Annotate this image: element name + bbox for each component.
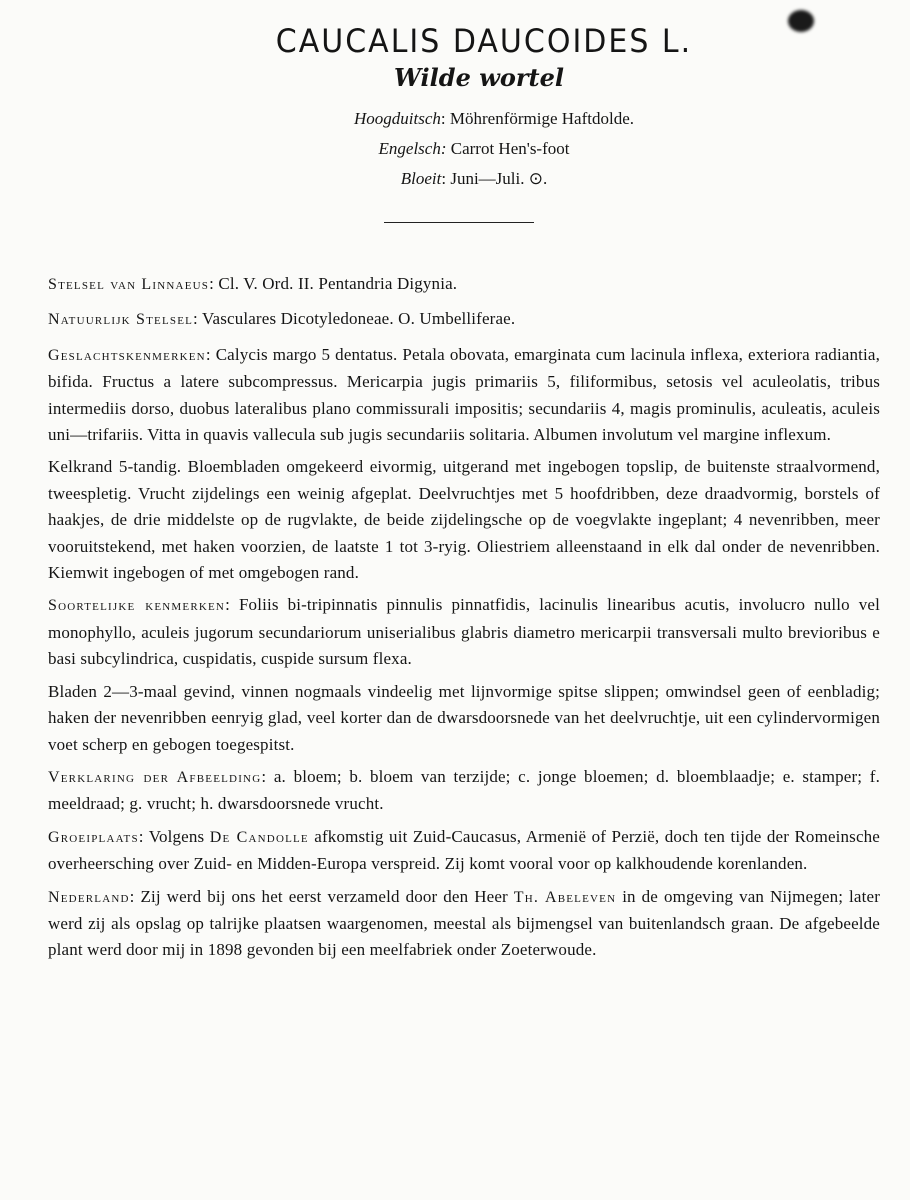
meta-engelsch-value: Carrot Hen's-foot: [450, 139, 570, 158]
text-soort: Foliis bi-tripinnatis pinnulis pinnatfidis, lacinulis linearibus acutis, involucro nullo vel monophyllo, aculeis jugorum secundariorum uniserialibus glabris diametro mericarpii transversali multo brevioribus e basi subcylindrica, cuspidatis, cuspide sursum flexa.: [48, 595, 881, 669]
page-subtitle: Wilde wortel: [394, 63, 564, 92]
meta-bloeit-value: Juni—Juli. ⊙.: [450, 169, 548, 188]
paragraph-kelkrand: Kelkrand 5-tandig. Bloembladen omgekeerd eivormig, uitgerand met ingebogen topslip, de buitenste straalvormend, tweespletig. Vrucht zijdelings een weinig afgeplat. Deelvruchtjes met 5 hoofdribben, deze draadvormig, borstels of haakjes, de drie middelste op de rugvlakte, de beide zijdelingsche op de voegvlakte ingeplant; 4 nevenribben, meer vooruitstekend, met haken voorzien, de laatste 1 tot 3-ryig. Oliestriem alleenstaand in elk dal onder de nevenribben. Kiemwit ingebogen of met omgebogen rand.: [48, 457, 880, 583]
paragraph-nederland: Nederland: Zij werd bij ons het eerst verzameld door den Heer Th. Abeleven in de omgeving van Nijmegen; later werd zij als opslag op talrijke plaatsen waargenomen, meestal als bijmengsel van buitenlandsch graan. De afgebeelde plant werd door mij in 1898 gevonden bij een meelfabriek onder Zoeterwoude.: [48, 886, 881, 960]
paragraph-soort: Soortelijke kenmerken: Foliis bi-tripinnatis pinnulis pinnatfidis, lacinulis linearibus acutis, involucro nullo vel monophyllo, aculeis jugorum secundariorum uniserialibus glabris diametro mericarpii transversali multo brevioribus e basi subcylindrica, cuspidatis, cuspide sursum flexa.: [48, 595, 881, 669]
label-natuurlijk: Natuurlijk Stelsel: [48, 311, 194, 329]
label-nederland: Nederland: [48, 888, 130, 906]
meta-hoogduitsch-value: Möhrenförmige Haftdolde.: [449, 109, 634, 128]
label-groeiplaats: Groeiplaats: [48, 828, 139, 846]
meta-block: [48, 104, 880, 194]
paragraph-verklaring: Verklaring der Afbeelding: a. bloem; b. bloem van terzijde; c. jonge bloemen; d. bloemblaadje; e. stamper; f. meeldraad; g. vrucht; h. dwarsdoorsnede vrucht.: [48, 766, 880, 814]
text-geslacht: Calycis margo 5 dentatus. Petala obovata, emarginata cum lacinula inflexa, exteriora radiantia, bifida. Fructus a latere subcompressus. Mericarpia jugis primariis 5, filiformibus, setosis vel aculeolatis, tribus intermediis dorso, duobus lateralibus plano commissurali impositis; secundariis 4, magis prominulis, aculeatis, aculeis uni—trifariis. Vitta in quavis vallecula sub jugis secundariis solitaria. Albumen involutum vel margine inflexum.: [48, 344, 880, 445]
text-nederland-2: in de omgeving van Nijmegen; later werd zij als opslag op talrijke plaatsen waargenomen, meestal als bijmengsel van buitenlandsch graan. De afgebeelde plant werd door mij in 1898 gevonden bij een meelfabriek onder Zoeterwoude.: [48, 886, 881, 960]
document-page: [48, 20, 880, 970]
meta-hoogduitsch-label: Hoogduitsch: [354, 109, 441, 128]
paragraph-bladen: Bladen 2—3-maal gevind, vinnen nogmaals vindeelig met lijnvormige spitse slippen; omwindsel geen of eenbladig; haken der nevenribben eenryig glad, veel korter dan de dwarsdoorsnede van het deelvruchtje, uit een cylindervormigen voet scherp en gebogen toegespitst.: [48, 681, 880, 754]
text-natuurlijk: Vasculares Dicotyledoneae. O. Umbelliferae.: [202, 309, 516, 329]
text-linnaeus: Cl. V. Ord. II. Pentandria Digynia.: [218, 274, 458, 293]
text-groeiplaats-1: Volgens: [148, 826, 205, 846]
meta-engelsch: [68, 134, 880, 164]
name-abeleven: Th. Abeleven: [513, 888, 617, 906]
paragraph-natuurlijk: Natuurlijk Stelsel: Vasculares Dicotyledoneae. O. Umbelliferae.: [48, 309, 516, 329]
paragraph-linnaeus: Stelsel van Linnaeus: Cl. V. Ord. II. Pentandria Digynia.: [48, 274, 458, 293]
paragraph-geslacht: Geslachtskenmerken: Calycis margo 5 dentatus. Petala obovata, emarginata cum lacinula inflexa, exteriora radiantia, bifida. Fructus a latere subcompressus. Mericarpia jugis primariis 5, filiformibus, setosis vel aculeolatis, tribus intermediis dorso, duobus lateralibus plano commissurali impositis; secundariis 4, magis prominulis, aculeatis, aculeis uni—trifariis. Vitta in quavis vallecula sub jugis secundariis solitaria. Albumen involutum vel margine inflexum.: [48, 344, 880, 445]
text-groeiplaats-2: afkomstig uit Zuid-Caucasus, Armenië of Perzië, doch ten tijde der Romeinsche overheersching over Zuid- en Midden-Europa verspreid. Zij komt vooral voor op kalkhoudende korenlanden.: [48, 826, 880, 874]
label-soort: Soortelijke kenmerken: [48, 597, 226, 615]
name-de-candolle: De Candolle: [209, 828, 309, 846]
divider: [384, 222, 534, 223]
text-nederland-1: Zij werd bij ons het eerst verzameld door den Heer: [140, 886, 508, 906]
meta-hoogduitsch: Hoogduitsch: Möhrenförmige Haftdolde.: [354, 109, 634, 128]
document-body: [48, 271, 880, 964]
label-geslacht: Geslachtskenmerken: [48, 346, 206, 364]
label-verklaring: Verklaring der Afbeelding: [48, 768, 262, 786]
meta-bloeit-label: Bloeit: [400, 169, 442, 188]
meta-bloeit: Bloeit: Juni—Juli. ⊙.: [400, 169, 548, 188]
paragraph-groeiplaats: Groeiplaats: Volgens De Candolle afkomstig uit Zuid-Caucasus, Armenië of Perzië, doch ten tijde der Romeinsche overheersching over Zuid- en Midden-Europa verspreid. Zij komt vooral voor op kalkhoudende korenlanden.: [48, 826, 880, 874]
page-title: CAUCALIS DAUCOIDES L.: [275, 22, 693, 61]
label-linnaeus: Stelsel van Linnaeus: [48, 276, 210, 293]
meta-engelsch-label: Engelsch:: [378, 139, 447, 158]
text-verklaring: a. bloem; b. bloem van terzijde; c. jonge bloemen; d. bloemblaadje; e. stamper; f. meeldraad; g. vrucht; h. dwarsdoorsnede vrucht.: [48, 766, 880, 814]
